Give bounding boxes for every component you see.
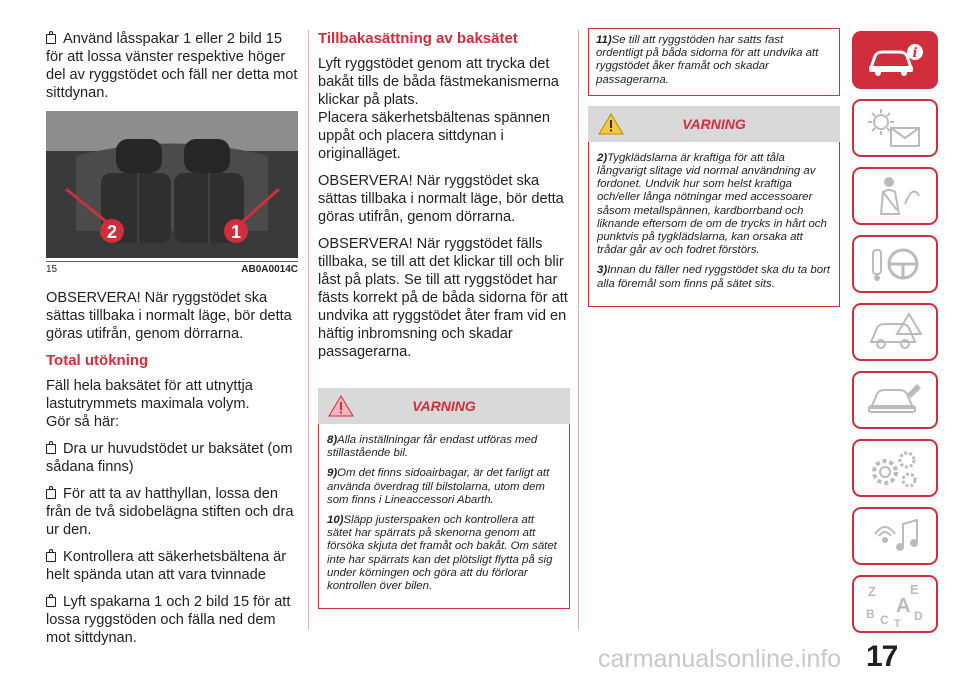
- tab-car-info[interactable]: [852, 31, 938, 89]
- bullet-icon: [46, 552, 56, 562]
- callout-1: 1: [230, 222, 242, 242]
- tab-index[interactable]: [852, 575, 938, 633]
- figure-code: AB0A0014C: [241, 264, 298, 275]
- warning-header: [318, 388, 570, 424]
- tab-maintenance[interactable]: [852, 371, 938, 429]
- chapter-sidebar: [852, 31, 938, 643]
- warning-note: [597, 264, 831, 290]
- column-1: [46, 30, 298, 656]
- note-text: Innan du fäller ned ryggstödet ska du ta bort alla föremål som finns på sätet sits.: [597, 264, 831, 290]
- radio-music-icon: [865, 514, 925, 558]
- warning-label: VARNING: [682, 115, 746, 132]
- note-number: 9): [327, 467, 338, 480]
- bullet-item: [46, 30, 298, 102]
- car-info-icon: [865, 40, 925, 80]
- tab-starting-driving[interactable]: [852, 235, 938, 293]
- rear-seat-illustration: [46, 111, 298, 258]
- figure-caption: [46, 261, 298, 275]
- svg-text:E: E: [910, 582, 919, 597]
- gor-text: Gör så här:: [46, 414, 119, 430]
- warning-header: [588, 106, 840, 142]
- svg-text:T: T: [894, 618, 901, 628]
- car-breakdown-icon: [865, 310, 925, 354]
- svg-text:D: D: [914, 609, 923, 623]
- note-number: 2): [597, 151, 608, 164]
- svg-text:Z: Z: [868, 584, 876, 599]
- bullet-icon: [46, 489, 56, 499]
- alphabet-index-icon: [860, 580, 930, 628]
- note-number: 11): [596, 34, 612, 46]
- bullet-icon: [46, 444, 56, 454]
- bullet-item: [46, 593, 298, 647]
- bullet-icon: [46, 34, 56, 44]
- warning-note: [596, 34, 832, 87]
- gears-specs-icon: [865, 446, 925, 490]
- note-text: Alla inställningar får endast utföras med stillastående bil.: [327, 434, 538, 460]
- paragraph: OBSERVERA! När ryggstödet fälls tillbaka, se till att det klickar till och blir låst på plats. Se till att ryggstödet har fästs korrekt på de båda sidorna för att undvika att ryggstödet åter fram vid en häftig inbromsning och skadar passagerarna.: [318, 236, 568, 360]
- figure-number: 15: [46, 264, 58, 275]
- note-number: 8): [327, 434, 338, 446]
- column-2: [318, 30, 570, 609]
- warning-box: [318, 424, 570, 609]
- intro-text: Fäll hela baksätet för att utnyttja lastutrymmets maximala volym.: [46, 378, 253, 412]
- bullet-text: Använd låsspakar 1 eller 2 bild 15 för att lossa vänster respektive höger del av ryggstödet och fäll ner detta mot sittdynan.: [46, 31, 298, 101]
- paragraph: Lyft ryggstödet genom att trycka det bakåt tills de båda fästmekanismerna klickar på plats.: [318, 56, 559, 108]
- watermark: carmanualsonline.info: [598, 645, 842, 673]
- tab-multimedia[interactable]: [852, 507, 938, 565]
- bullet-text: För att ta av hatthyllan, lossa den från de två sidobelägna stiften och dra ur den.: [46, 486, 294, 538]
- tab-safety[interactable]: [852, 167, 938, 225]
- note-text: Tygklädslarna är kraftiga för att tåla långvarigt slitage vid normal användning av fordonet. Undvik hur som helst kraftiga och/eller långa nötningar med accessoarer såsom metallspännen, kardborrband och liknande eftersom de om de trycks in hårt och punktvis på tygklädslarna, kan orsaka att trådar går av och fodret förstörs.: [597, 151, 827, 257]
- svg-text:A: A: [896, 595, 911, 617]
- svg-text:i: i: [912, 46, 918, 61]
- note-text: Släpp justerspaken och kontrollera att sätet har spärrats på skenorna genom att försöka skjuta det framåt och bakåt. Om sätet inte har spärrats kan det plötsligt flytta på sig under körningen och göra att du förlorar kontrollen över bilen.: [327, 514, 557, 593]
- bullet-icon: [46, 597, 56, 607]
- bullet-text: Kontrollera att säkerhetsbältena är helt spända utan att vara tvinnade: [46, 549, 287, 583]
- callout-2: 2: [106, 222, 118, 242]
- warning-box: [588, 142, 840, 307]
- note-text: Om det finns sidoairbagar, är det farligt att använda överdrag till bilstolarna, utom dem som finns i Lineaccessori Abarth.: [327, 467, 550, 506]
- bullet-item: [46, 440, 298, 476]
- figure-15-photo: [46, 111, 298, 258]
- column-divider: [578, 30, 579, 630]
- note-number: 10): [327, 514, 344, 527]
- warning-triangle-icon: [598, 112, 624, 136]
- observera-text: OBSERVERA! När ryggstödet ska sättas tillbaka i normalt läge, bör detta göras utifrån, genom dörrarna.: [46, 290, 292, 342]
- continued-note-box: [588, 28, 840, 96]
- section-heading-total: Total utökning: [46, 352, 149, 369]
- tab-emergency[interactable]: [852, 303, 938, 361]
- warning-note: [327, 514, 561, 593]
- bullet-text: Lyft spakarna 1 och 2 bild 15 för att lossa ryggstöden och fälla ned dem mot sittdynan.: [46, 594, 291, 646]
- warning-note: [597, 152, 831, 258]
- warning-triangle-icon: [328, 394, 354, 418]
- svg-text:B: B: [866, 607, 875, 621]
- tab-technical-data[interactable]: [852, 439, 938, 497]
- warning-note: [327, 434, 561, 460]
- note-number: 3): [597, 264, 608, 277]
- column-divider: [308, 30, 309, 630]
- seatbelt-airbag-icon: [865, 174, 925, 218]
- svg-text:C: C: [880, 613, 889, 627]
- car-service-icon: [865, 378, 925, 422]
- bullet-item: [46, 548, 298, 584]
- note-text: Se till att ryggstöden har satts fast ordentligt på båda sidorna för att undvika att ryggstödet åker framåt och skadar passagerarna.: [596, 34, 819, 86]
- warning-label: VARNING: [412, 398, 476, 414]
- bullet-text: Dra ur huvudstödet ur baksätet (om sådana finns): [46, 441, 293, 475]
- paragraph: Placera säkerhetsbältenas spännen uppåt och placera sittdynan i originalläget.: [318, 110, 551, 162]
- tab-warning-lights[interactable]: [852, 99, 938, 157]
- column-3: [588, 28, 840, 307]
- paragraph: OBSERVERA! När ryggstödet ska sättas tillbaka i normalt läge, bör detta göras utifrån, genom dörrarna.: [318, 173, 564, 225]
- ignition-steering-icon: [865, 242, 925, 286]
- warning-note: [327, 467, 561, 507]
- page-number: 17: [866, 640, 898, 673]
- bullet-item: [46, 485, 298, 539]
- section-heading-tillbaka: Tillbakasättning av baksätet: [318, 30, 518, 47]
- warning-lights-icon: [865, 106, 925, 150]
